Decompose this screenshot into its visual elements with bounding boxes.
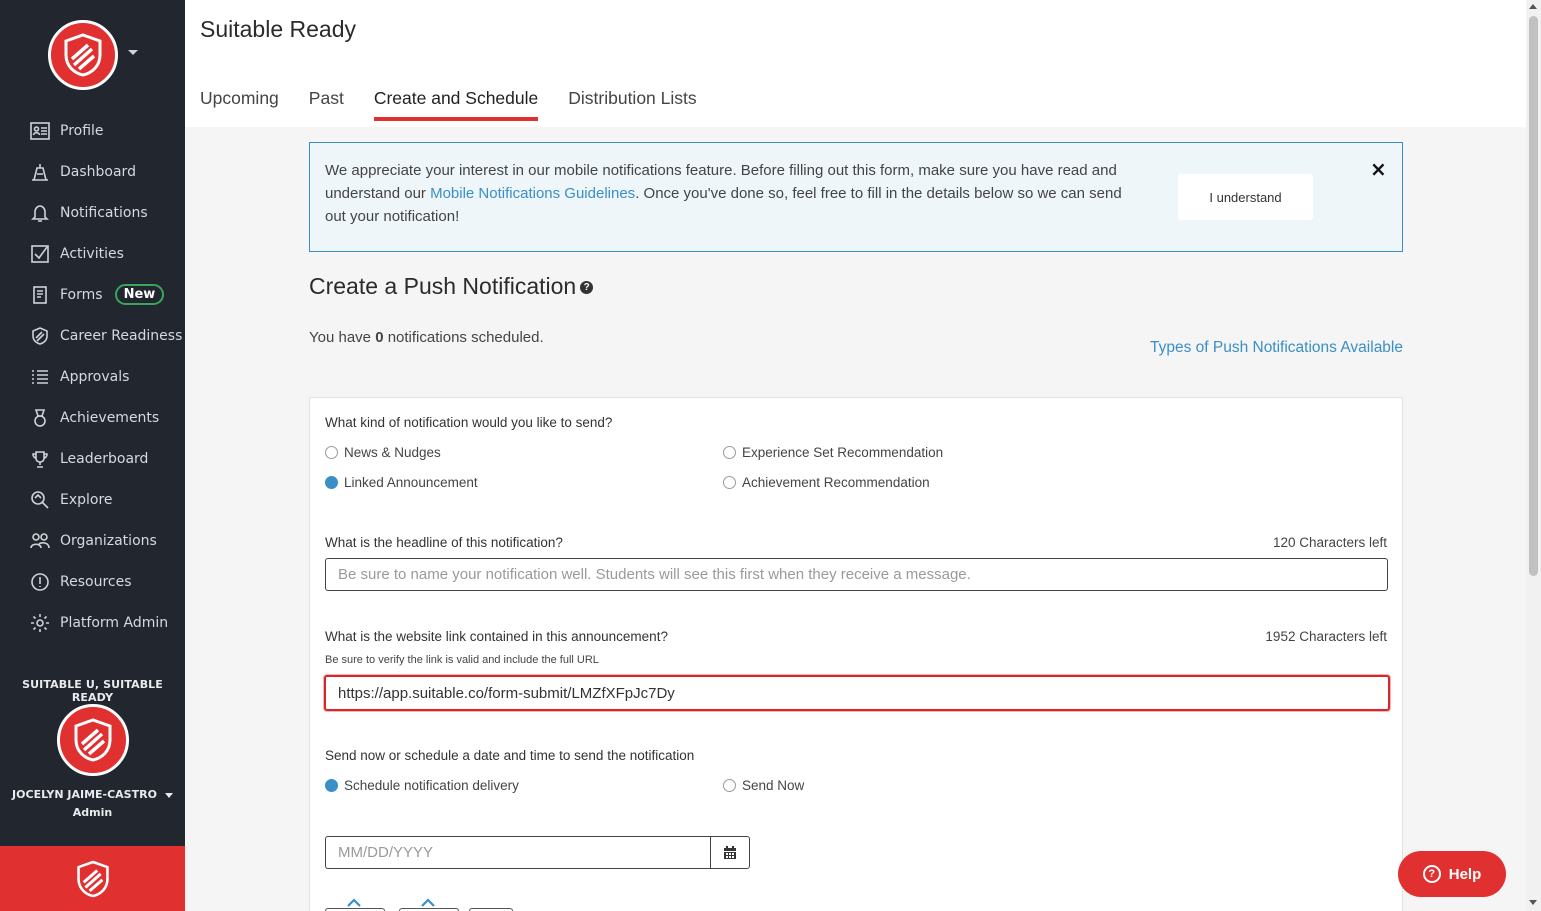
sidebar-item-label: Leaderboard <box>60 450 149 467</box>
link-question: What is the website link contained in this announcement? <box>325 629 668 644</box>
user-name[interactable] <box>0 788 185 801</box>
tab-distribution-lists[interactable]: Distribution Lists <box>568 88 697 108</box>
scroll-up-icon[interactable] <box>1529 4 1537 9</box>
info-alert <box>309 142 1403 252</box>
link-input[interactable] <box>324 675 1390 711</box>
question-circle-icon[interactable]: ? <box>580 281 593 294</box>
scroll-thumb[interactable] <box>1529 16 1538 576</box>
radio-label: Schedule notification delivery <box>344 778 519 793</box>
tab-bar <box>200 88 727 121</box>
sidebar-item-organizations[interactable] <box>0 520 185 561</box>
link-hint: Be sure to verify the link is valid and include the full URL <box>325 654 599 666</box>
sidebar-item-explore[interactable] <box>0 479 185 520</box>
headline-input[interactable] <box>325 558 1388 591</box>
list-icon <box>30 367 50 387</box>
sidebar-item-label: Achievements <box>60 409 160 426</box>
scroll-down-icon[interactable] <box>1529 900 1537 905</box>
shield-stripes-icon <box>30 326 50 346</box>
sidebar-item-approvals[interactable] <box>0 356 185 397</box>
sidebar-item-label: Approvals <box>60 368 130 385</box>
radio-achievement-recommendation[interactable] <box>723 475 930 490</box>
sidebar-item-career-readiness[interactable] <box>0 315 185 356</box>
tab-upcoming[interactable]: Upcoming <box>200 88 279 108</box>
scheduled-prefix: You have <box>309 329 376 346</box>
checkbox-icon <box>30 244 50 264</box>
info-icon <box>30 572 50 592</box>
form-icon <box>30 285 50 305</box>
calendar-icon <box>723 846 737 860</box>
avatar[interactable] <box>57 704 129 776</box>
sidebar-item-platform-admin[interactable] <box>0 602 185 643</box>
scheduled-count: 0 <box>375 329 384 346</box>
i-understand-button[interactable]: I understand <box>1178 174 1313 220</box>
sidebar-item-activities[interactable] <box>0 233 185 274</box>
sidebar-item-label: Explore <box>60 491 113 508</box>
radio-linked-announcement[interactable] <box>325 475 478 490</box>
hour-up-chevron-icon[interactable] <box>347 892 363 902</box>
types-of-notifications-link[interactable]: Types of Push Notifications Available <box>1149 339 1403 356</box>
brand-caret-icon[interactable] <box>128 50 138 55</box>
section-title-text: Create a Push Notification <box>309 273 577 299</box>
shield-logo-icon <box>63 33 103 77</box>
alert-text-part: We appreciate your interest in our mobile notifications feature. Before filling out this form, make sure you have read and understand our <box>325 162 1117 202</box>
sidebar-item-label: Platform Admin <box>60 614 169 631</box>
sidebar-item-forms[interactable] <box>0 274 185 315</box>
sidebar-item-label: Resources <box>60 573 132 590</box>
radio-button[interactable] <box>723 476 736 489</box>
section-title <box>309 273 593 300</box>
page-scrollbar[interactable] <box>1526 0 1541 911</box>
radio-news-nudges[interactable] <box>325 445 441 460</box>
headline-char-counter: 120 Characters left <box>1272 535 1387 550</box>
scheduled-count-text <box>309 329 544 346</box>
radio-button[interactable] <box>723 779 736 792</box>
help-label: Help <box>1448 865 1482 883</box>
link-char-counter: 1952 Characters left <box>1265 629 1387 644</box>
send-question: Send now or schedule a date and time to send the notification <box>325 748 695 763</box>
radio-send-now[interactable] <box>723 778 804 793</box>
explore-icon <box>30 490 50 510</box>
scheduled-suffix: notifications scheduled. <box>383 329 544 346</box>
radio-experience-set[interactable] <box>723 445 943 460</box>
help-button[interactable] <box>1398 851 1506 897</box>
headline-question: What is the headline of this notification? <box>325 535 563 550</box>
sidebar-item-notifications[interactable] <box>0 192 185 233</box>
kind-question: What kind of notification would you like to send? <box>325 415 613 430</box>
radio-schedule-delivery[interactable] <box>325 778 519 793</box>
radio-button[interactable] <box>325 446 338 459</box>
radio-label: News & Nudges <box>344 445 441 460</box>
medal-icon <box>30 408 50 428</box>
sidebar-item-label: Dashboard <box>60 163 136 180</box>
sidebar-item-leaderboard[interactable] <box>0 438 185 479</box>
shield-logo-icon <box>73 718 113 762</box>
calendar-button[interactable] <box>710 836 750 869</box>
dashboard-icon <box>30 162 50 182</box>
bell-icon <box>30 203 50 223</box>
sidebar-item-label: Forms <box>60 286 103 303</box>
gear-icon <box>30 613 50 633</box>
page-title: Suitable Ready <box>200 16 356 42</box>
alert-text-part: . Once you've done so, feel free to fill in the details below so we can send out your notification! <box>325 185 1122 225</box>
user-role: Admin <box>72 806 113 819</box>
sidebar-item-label: Activities <box>60 245 124 262</box>
radio-button[interactable] <box>723 446 736 459</box>
chevron-down-icon <box>165 793 173 798</box>
question-circle-icon: ? <box>1423 865 1441 883</box>
user-name-text: JOCELYN JAIME-CASTRO <box>12 788 157 801</box>
main-content <box>185 127 1526 911</box>
sidebar-item-label: Notifications <box>60 204 148 221</box>
sidebar-item-label: Career Readiness <box>60 327 183 344</box>
people-icon <box>30 531 50 551</box>
header <box>185 0 1526 127</box>
radio-label: Achievement Recommendation <box>742 475 930 490</box>
org-name: SUITABLE U, SUITABLE READY <box>22 678 163 704</box>
radio-label: Send Now <box>742 778 805 793</box>
trophy-icon <box>30 449 50 469</box>
radio-button[interactable] <box>325 779 338 792</box>
sidebar-item-profile[interactable] <box>0 110 185 151</box>
sidebar-item-label: Profile <box>60 122 104 139</box>
shield-logo-icon <box>76 860 110 898</box>
sidebar-item-resources[interactable] <box>0 561 185 602</box>
date-input[interactable] <box>325 836 711 869</box>
brand-logo[interactable] <box>48 20 118 90</box>
radio-label: Experience Set Recommendation <box>742 445 944 460</box>
radio-button[interactable] <box>325 476 338 489</box>
sidebar-item-label: Organizations <box>60 532 157 549</box>
sidebar-item-achievements[interactable] <box>0 397 185 438</box>
notification-form <box>309 397 1403 911</box>
profile-card-icon <box>30 121 50 141</box>
tab-past[interactable]: Past <box>308 88 344 108</box>
sidebar-item-dashboard[interactable] <box>0 151 185 192</box>
close-icon[interactable]: × <box>1370 157 1387 181</box>
new-badge: New <box>115 284 165 305</box>
alert-text <box>325 159 1145 228</box>
minute-up-chevron-icon[interactable] <box>421 892 437 902</box>
tab-create-and-schedule[interactable]: Create and Schedule <box>374 88 538 121</box>
sidebar-footer <box>0 846 185 911</box>
sidebar <box>0 0 185 911</box>
guidelines-link[interactable]: Mobile Notifications Guidelines <box>430 185 636 202</box>
radio-label: Linked Announcement <box>344 475 478 490</box>
sidebar-nav <box>0 110 185 643</box>
